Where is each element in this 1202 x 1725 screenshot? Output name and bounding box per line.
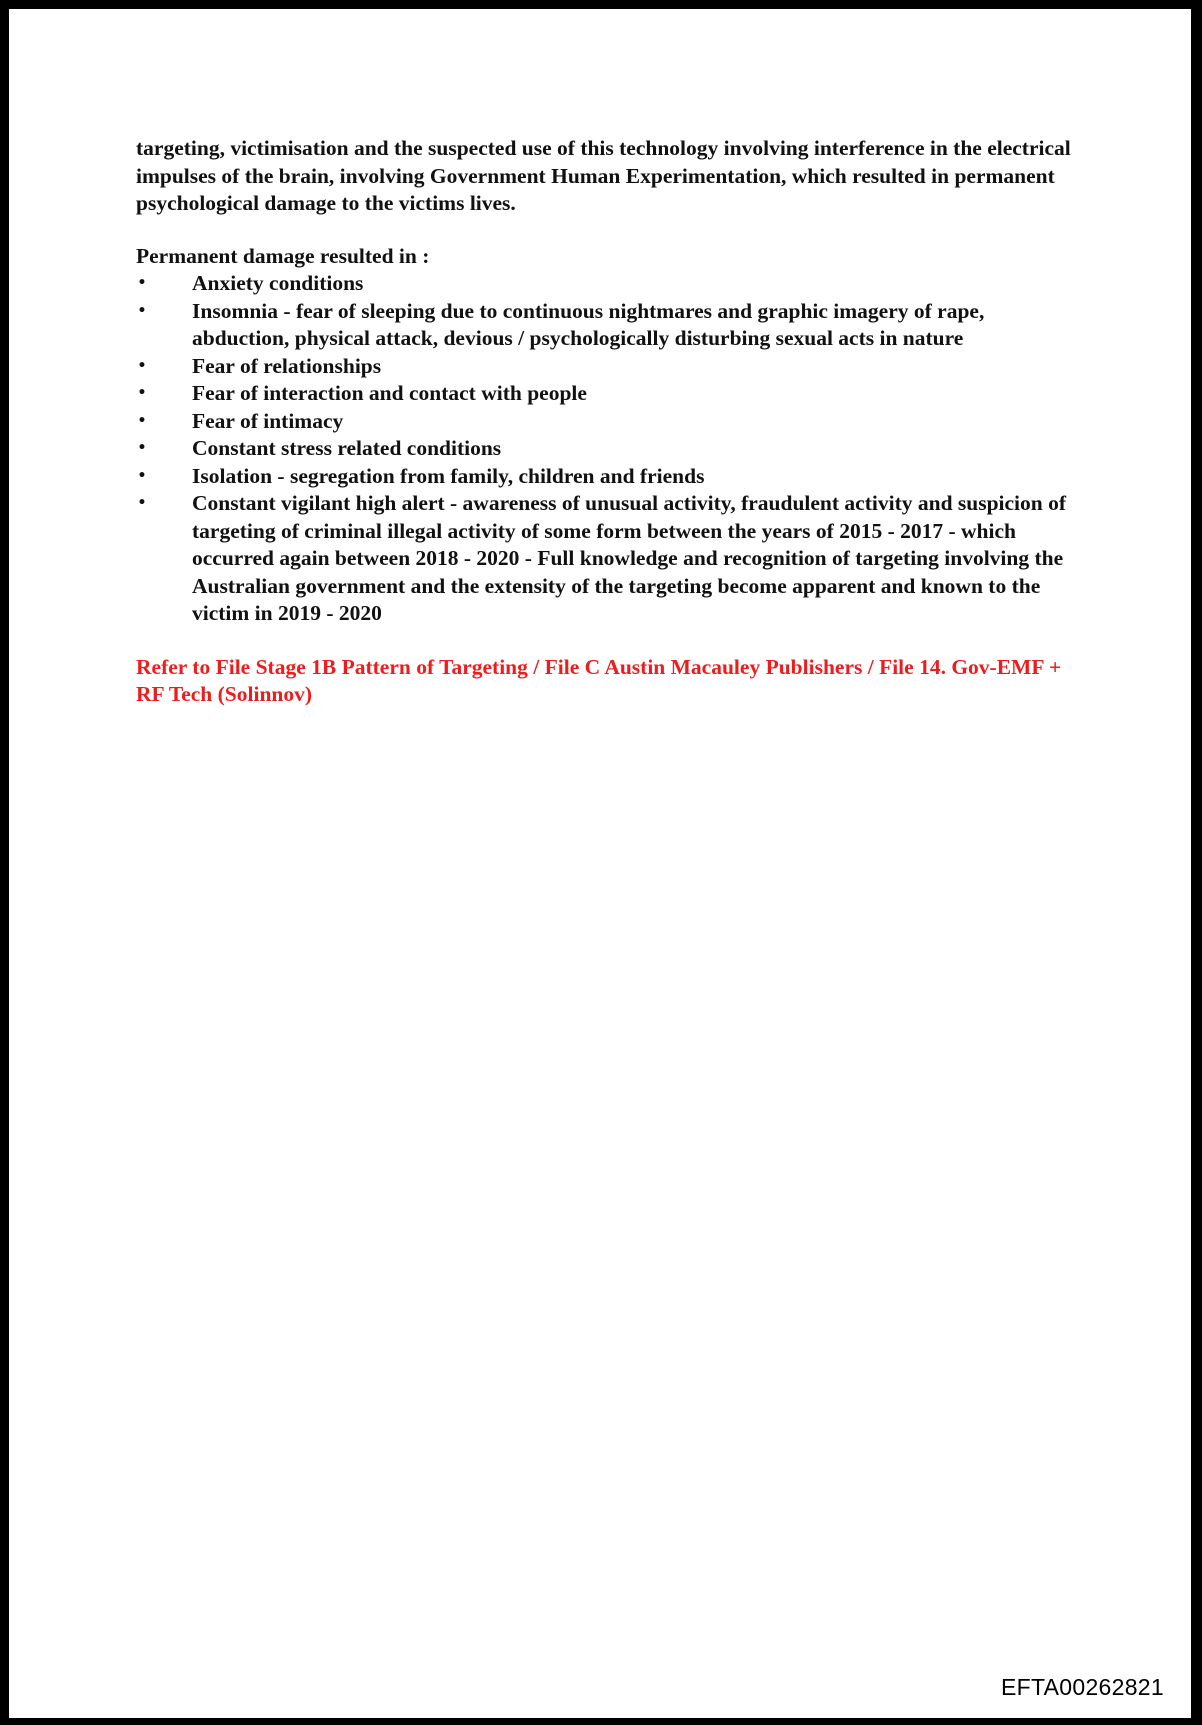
bullet-icon: •	[137, 385, 147, 401]
bullet-icon: •	[137, 495, 147, 511]
file-reference-note: Refer to File Stage 1B Pattern of Targeting / File C Austin Macauley Publishers / File 14. Gov-EMF + RF Tech (Solinnov)	[136, 654, 1062, 706]
document-body	[136, 135, 1086, 709]
intro-paragraph: targeting, victimisation and the suspected use of this technology involving interference in the electrical impulses of the brain, involving Government Human Experimentation, which resulted in permanent psychological damage to the victims lives.	[136, 136, 1071, 215]
list-item	[136, 490, 1086, 628]
list-item-text: Isolation - segregation from family, children and friends	[192, 463, 705, 488]
list-item	[136, 435, 1086, 463]
list-item-text: Constant stress related conditions	[192, 436, 502, 460]
bullet-icon: •	[137, 275, 147, 291]
list-item	[136, 463, 1086, 491]
list-item-text: Constant vigilant high alert - awareness of unusual activity, fraudulent activity and suspicion of targeting of criminal illegal activity of some form between the years of 2015 - 2017 - which occurred again between 2018 - 2020 - Full knowledge and recognition of targeting involving the Australian government and the extensity of the targeting become apparent and known to the victim in 2019 - 2020	[192, 491, 1067, 625]
list-item-text: Insomnia - fear of sleeping due to continuous nightmares and graphic imagery of rape, abduction, physical attack, devious / psychologically disturbing sexual acts in nature	[192, 298, 985, 350]
list-item	[136, 298, 1086, 353]
bullet-icon: •	[137, 302, 147, 319]
list-item-text: Fear of relationships	[192, 353, 382, 378]
list-item-text: Anxiety conditions	[192, 271, 364, 295]
damage-list	[136, 270, 1086, 628]
list-item-text: Fear of interaction and contact with people	[192, 381, 587, 405]
list-item-text: Fear of intimacy	[192, 408, 344, 433]
list-item	[136, 353, 1086, 381]
list-item	[136, 270, 1086, 298]
damage-heading: Permanent damage resulted in :	[136, 243, 430, 268]
list-item	[136, 380, 1086, 408]
list-item	[136, 408, 1086, 436]
bullet-icon: •	[137, 440, 147, 456]
document-id-stamp: EFTA00262821	[1000, 1674, 1164, 1700]
bullet-icon: •	[137, 467, 147, 484]
bullet-icon: •	[137, 357, 147, 374]
bullet-icon: •	[137, 412, 147, 429]
